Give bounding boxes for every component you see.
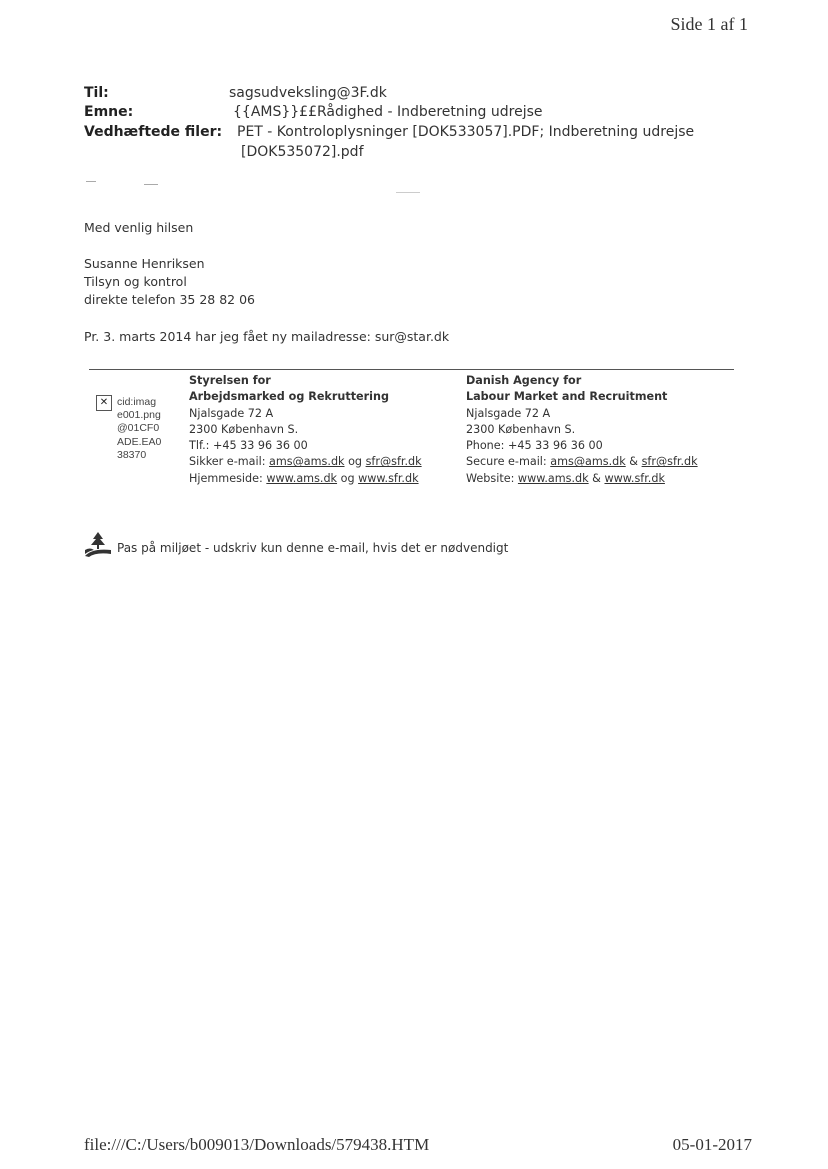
email-link-ams[interactable]: ams@ams.dk <box>269 455 345 469</box>
file-path: file:///C:/Users/b009013/Downloads/579438.HTM <box>84 1135 430 1154</box>
sender-department: Tilsyn og kontrol <box>84 274 187 289</box>
web-link-ams[interactable]: www.ams.dk <box>266 471 338 485</box>
subject-label: Emne: <box>84 104 134 120</box>
to-label: Til: <box>84 85 109 101</box>
image-alt-text: cid:imag e001.png @01CF0 ADE.EA0 38370 <box>117 396 162 461</box>
city-da: 2300 København S. <box>189 422 299 436</box>
mail-change-notice: Pr. 3. marts 2014 har jeg fået ny mailadresse: sur@star.dk <box>84 329 450 344</box>
eco-notice: Pas på miljøet - udskriv kun denne e-mail, hvis det er nødvendigt <box>117 541 509 555</box>
print-date: 05-01-2017 <box>672 1135 752 1154</box>
sender-name: Susanne Henriksen <box>84 256 205 271</box>
email-link-sfr[interactable]: sfr@sfr.dk <box>641 455 698 469</box>
greeting: Med venlig hilsen <box>84 220 194 235</box>
agency-name-en-2: Labour Market and Recruitment <box>466 390 668 404</box>
page-number: Side 1 af 1 <box>670 14 748 34</box>
scan-smudge <box>396 192 420 193</box>
street-en: Njalsgade 72 A <box>466 406 551 420</box>
to-value: sagsudveksling@3F.dk <box>229 85 387 101</box>
city-en: 2300 København S. <box>466 422 576 436</box>
web-link-sfr[interactable]: www.sfr.dk <box>358 471 419 485</box>
attachments-line-1: PET - Kontroloplysninger [DOK533057].PDF; Indberetning udrejse <box>237 124 695 140</box>
signature-divider <box>89 369 734 370</box>
tree-icon <box>84 530 112 558</box>
street-da: Njalsgade 72 A <box>189 406 274 420</box>
agency-name-da-2: Arbejdsmarked og Rekruttering <box>189 390 389 404</box>
broken-image-icon: ✕ <box>96 395 112 411</box>
agency-name-da-1: Styrelsen for <box>189 374 271 387</box>
attachments-label: Vedhæftede filer: <box>84 124 223 140</box>
email-link-sfr[interactable]: sfr@sfr.dk <box>365 455 422 469</box>
email-link-ams[interactable]: ams@ams.dk <box>550 455 626 469</box>
web-line-da: Hjemmeside: www.ams.dk og www.sfr.dk <box>189 471 419 485</box>
sender-phone: direkte telefon 35 28 82 06 <box>84 292 256 307</box>
phone-da: Tlf.: +45 33 96 36 00 <box>189 439 308 453</box>
signature-english <box>466 373 698 487</box>
attachments-line-2: [DOK535072].pdf <box>241 144 364 160</box>
agency-name-en-1: Danish Agency for <box>466 374 582 387</box>
web-line-en: Website: www.ams.dk & www.sfr.dk <box>466 471 665 485</box>
subject-value: {{AMS}}££Rådighed - Indberetning udrejse <box>233 104 543 120</box>
email-line-en: Secure e-mail: ams@ams.dk & sfr@sfr.dk <box>466 455 698 469</box>
scan-smudge <box>144 184 158 185</box>
web-link-ams[interactable]: www.ams.dk <box>517 471 589 485</box>
phone-en: Phone: +45 33 96 36 00 <box>466 439 603 453</box>
signature-danish <box>189 373 422 487</box>
web-link-sfr[interactable]: www.sfr.dk <box>604 471 665 485</box>
email-line-da: Sikker e-mail: ams@ams.dk og sfr@sfr.dk <box>189 455 422 469</box>
scan-smudge <box>86 181 96 182</box>
